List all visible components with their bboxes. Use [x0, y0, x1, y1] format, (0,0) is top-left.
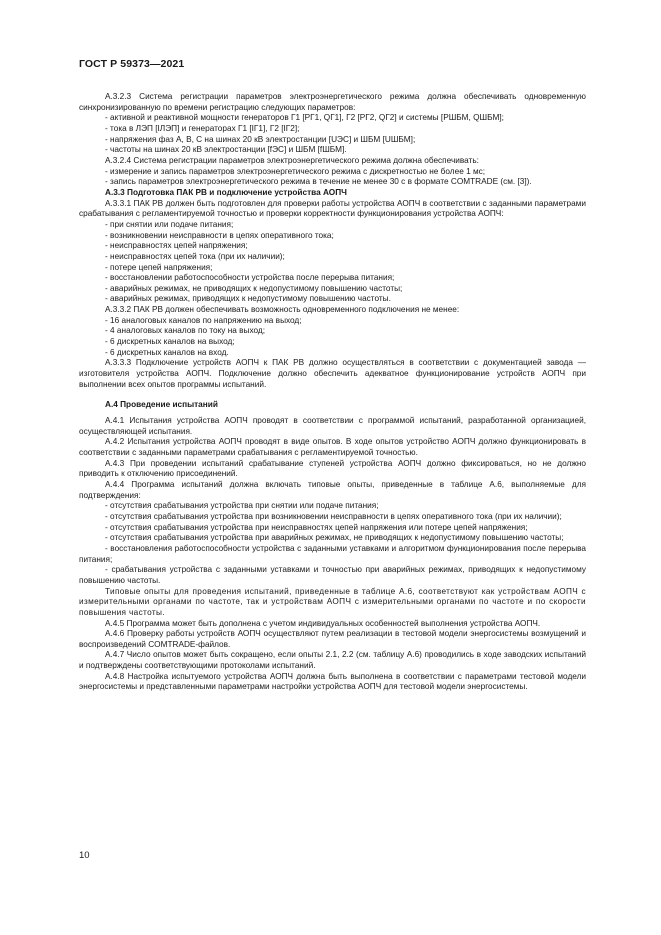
paragraph: А.4.4 Программа испытаний должна включать типовые опыты, приведенные в таблице А.6, выполняемые для подтверждения: [79, 479, 586, 500]
list-item: - возникновении неисправности в цепях оперативного тока; [105, 230, 334, 240]
paragraph: А.3.2.4 Система регистрации параметров электроэнергетического режима должна обеспечивать: [105, 155, 479, 165]
list-item: - 16 аналоговых каналов по напряжению на выход; [105, 315, 302, 325]
list-item: - неисправностях цепей тока (при их наличии); [105, 251, 285, 261]
list-item: - восстановления работоспособности устройства с заданными уставками и алгоритмом функционирования после перерыва питания; [79, 543, 586, 564]
list-item: - напряжения фаз А, В, С на шинах 20 кВ электростанции [UЭС] и ШБМ [UШБМ]; [105, 134, 416, 144]
paragraph: А.3.3.3 Подключение устройств АОПЧ к ПАК РВ должно осуществляться в соответствии с документацией завода — изготовителя устройства АОПЧ. Подключение должно обеспечить адекватное функционирование устройств АОПЧ при выполнении всех опытов программы испытаний. [79, 358, 586, 389]
paragraph: Типовые опыты для проведения испытаний, приведенные в таблице А.6, соответствуют как устройствам АОПЧ с измерительными органами по частоте, так и устройствам АОПЧ с измерительными органами по частоте и по скорости повышения частоты. [79, 586, 586, 617]
document-code: ГОСТ Р 59373—2021 [79, 58, 185, 70]
list-item: - восстановлении работоспособности устройства после перерыва питания; [105, 273, 395, 283]
paragraph: А.4.8 Настройка испытуемого устройства АОПЧ должна быть выполнена в соответствии с параметрами тестовой модели энергосистемы и представленными параметрами настройки устройства АОПЧ для тестовой модели энергосистемы. [79, 671, 586, 692]
section-heading: А.4 Проведение испытаний [105, 400, 218, 410]
list-item: - активной и реактивной мощности генераторов Г1 [PГ1, QГ1], Г2 [PГ2, QГ2] и системы [PШБМ, QШБМ]; [105, 113, 504, 123]
paragraph: А.3.2.3 Система регистрации параметров электроэнергетического режима должна обеспечивать одновременную синхронизированную по времени регистрацию следующих параметров: [79, 92, 586, 112]
list-item: - тока в ЛЭП [IЛЭП] и генераторах Г1 [IГ1], Г2 [IГ2]; [105, 123, 300, 133]
list-item: - запись параметров электроэнергетического режима в течение не менее 30 с в формате COMTRADE (см. [3]). [105, 177, 532, 187]
list-item: - срабатывания устройства с заданными уставками и точностью при аварийных режимах, приводящих к недопустимому повышению частоты. [79, 565, 586, 585]
list-item: - отсутствия срабатывания устройства при снятии или подаче питания; [105, 501, 379, 511]
list-item: - 6 дискретных каналов на вход. [105, 347, 229, 357]
paragraph: А.4.6 Проверку работы устройств АОПЧ осуществляют путем реализации в тестовой модели энергосистемы возмущений и воспроизведений COMTRADE-файлов. [79, 629, 586, 649]
paragraph: А.4.3 При проведении испытаний срабатывание ступеней устройства АОПЧ должно фиксироваться, но не должно приводить к отключению присоединений. [79, 458, 586, 479]
list-item: - неисправностях цепей напряжения; [105, 241, 248, 251]
list-item: - 4 аналоговых каналов по току на выход; [105, 326, 266, 336]
list-item: - отсутствия срабатывания устройства при возникновении неисправности в цепях оперативного тока (при их наличии); [105, 511, 562, 521]
paragraph: А.4.7 Число опытов может быть сокращено, если опыты 2.1, 2.2 (см. таблицу А.6) проводились в ходе заводских испытаний и подтверждены соответствующими протоколами испытаний. [79, 650, 586, 671]
list-item: - аварийных режимах, не приводящих к недопустимому повышению частоты; [105, 283, 403, 293]
paragraph: А.3.3.1 ПАК РВ должен быть подготовлен для проверки работы устройства АОПЧ в соответствии с заданными параметрами срабатывания с регламентируемой точностью и проверки корректности функционирования устройства АОПЧ: [79, 198, 586, 219]
list-item: - отсутствия срабатывания устройства при аварийных режимах, не приводящих к недопустимому повышению частоты; [105, 533, 564, 543]
list-item: - при снятии или подаче питания; [105, 219, 234, 229]
list-item: - отсутствия срабатывания устройства при неисправностях цепей напряжения или потере цепей напряжения; [105, 522, 528, 532]
list-item: - потере цепей напряжения; [105, 262, 213, 272]
document-body [79, 92, 586, 693]
list-item: - измерение и запись параметров электроэнергетического режима с дискретностью не более 1 мс; [105, 166, 486, 176]
list-item: - частоты на шинах 20 кВ электростанции [fЭС] и ШБМ [fШБМ]. [105, 145, 347, 155]
page-number: 10 [79, 850, 90, 861]
section-heading: А.3.3 Подготовка ПАК РВ и подключение устройства АОПЧ [105, 187, 347, 197]
list-item: - 6 дискретных каналов на выход; [105, 337, 235, 347]
paragraph: А.4.2 Испытания устройства АОПЧ проводят в виде опытов. В ходе опытов устройство АОПЧ должно функционировать в соответствии с заданными параметрами срабатывания с регламентируемой точностью. [79, 437, 586, 457]
paragraph: А.4.5 Программа может быть дополнена с учетом индивидуальных особенностей выполнения устройства АОПЧ. [105, 618, 541, 628]
paragraph: А.4.1 Испытания устройства АОПЧ проводят в соответствии с программой испытаний, разработанной организацией, осуществляющей испытания. [79, 416, 586, 436]
list-item: - аварийных режимах, приводящих к недопустимому повышению частоты. [105, 294, 391, 304]
paragraph: А.3.3.2 ПАК РВ должен обеспечивать возможность одновременного подключения не менее: [105, 305, 460, 315]
